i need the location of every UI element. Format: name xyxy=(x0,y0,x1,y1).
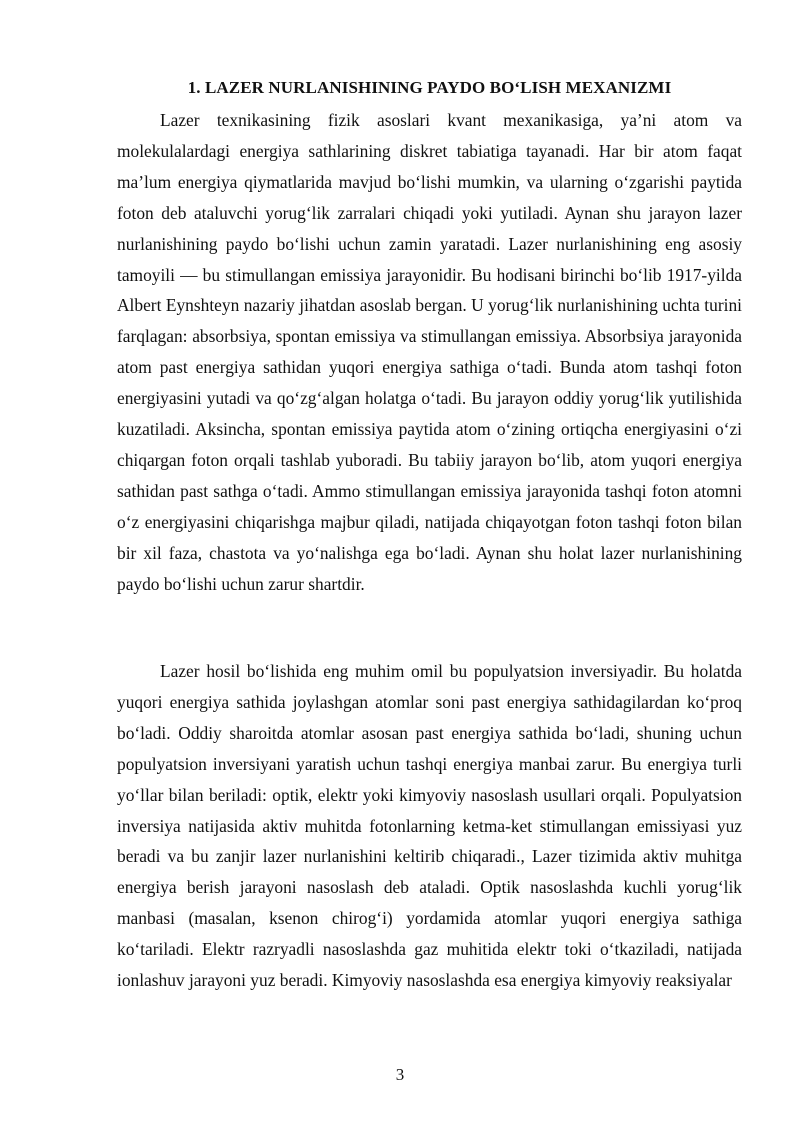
paragraph-population-inversion: Lazer hosil bo‘lishida eng muhim omil bu populyatsion inversiyadir. Bu holatda yuqori energiya sathida joylashgan atomlar soni past energiya sathidagilardan ko‘proq bo‘ladi. Oddiy sharoitda atomlar asosan past energiya sathida bo‘ladi, shuning uchun populyatsion inversiyani yaratish uchun tashqi energiya manbai zarur. Bu energiya turli yo‘llar bilan beriladi: optik, elektr yoki kimyoviy nasoslash usullari orqali. Populyatsion inversiya natijasida aktiv muhitda fotonlarning ketma-ket stimullangan emissiyasi yuz beradi va bu zanjir lazer nurlanishini keltirib chiqaradi., Lazer tizimida aktiv muhitga energiya berish jarayoni nasoslash deb ataladi. Optik nasoslashda kuchli yorug‘lik manbasi (masalan, ksenon chirog‘i) yordamida atomlar yuqori energiya sathiga ko‘tariladi. Elektr razryadli nasoslashda gaz muhitida elektr toki o‘tkaziladi, natijada ionlashuv jarayoni yuz beradi. Kimyoviy nasoslashda esa energiya kimyoviy reaksiyalar xyxy=(117,661,742,991)
paragraph-stimulated-emission: Lazer texnikasining fizik asoslari kvant mexanikasiga, ya’ni atom va molekulalardagi energiya sathlarining diskret tabiatiga tayanadi. Har bir atom faqat ma’lum energiya qiymatlarida mavjud bo‘lishi mumkin, va ularning o‘zgarishi paytida foton deb ataluvchi yorug‘lik zarralari chiqadi yoki yutiladi. Aynan shu jarayon lazer nurlanishining paydo bo‘lishi uchun zamin yaratadi. Lazer nurlanishining eng asosiy tamoyili — bu stimullangan emissiya jarayonidir. Bu hodisani birinchi bo‘lib 1917-yilda Albert Eynshteyn nazariy jihatdan asoslab bergan. U yorug‘lik nurlanishining uchta turini farqlagan: absorbsiya, spontan emissiya va stimullangan emissiya. Absorbsiya jarayonida atom past energiya sathidan yuqori energiya sathiga o‘tadi. Bunda atom tashqi foton energiyasini yutadi va qo‘zg‘algan holatga o‘tadi. Bu jarayon oddiy yorug‘lik yutilishida kuzatiladi. Aksincha, spontan emissiya paytida atom o‘zining ortiqcha energiyasini o‘zi chiqargan foton orqali tashlab yuboradi. Bu tabiiy jarayon bo‘lib, atom yuqori energiya sathidan past sathga o‘tadi. Ammo stimullangan emissiya jarayonida tashqi foton atomni o‘z energiyasini chiqarishga majbur qiladi, natijada chiqayotgan foton tashqi foton bilan bir xil faza, chastota va yo‘nalishga ega bo‘ladi. Aynan shu holat lazer nurlanishining paydo bo‘lishi uchun zarur shartdir. xyxy=(117,110,742,594)
section-heading: 1. LAZER NURLANISHINING PAYDO BO‘LISH MEXANIZMI xyxy=(187,78,672,97)
page-number: 3 xyxy=(395,1065,405,1084)
